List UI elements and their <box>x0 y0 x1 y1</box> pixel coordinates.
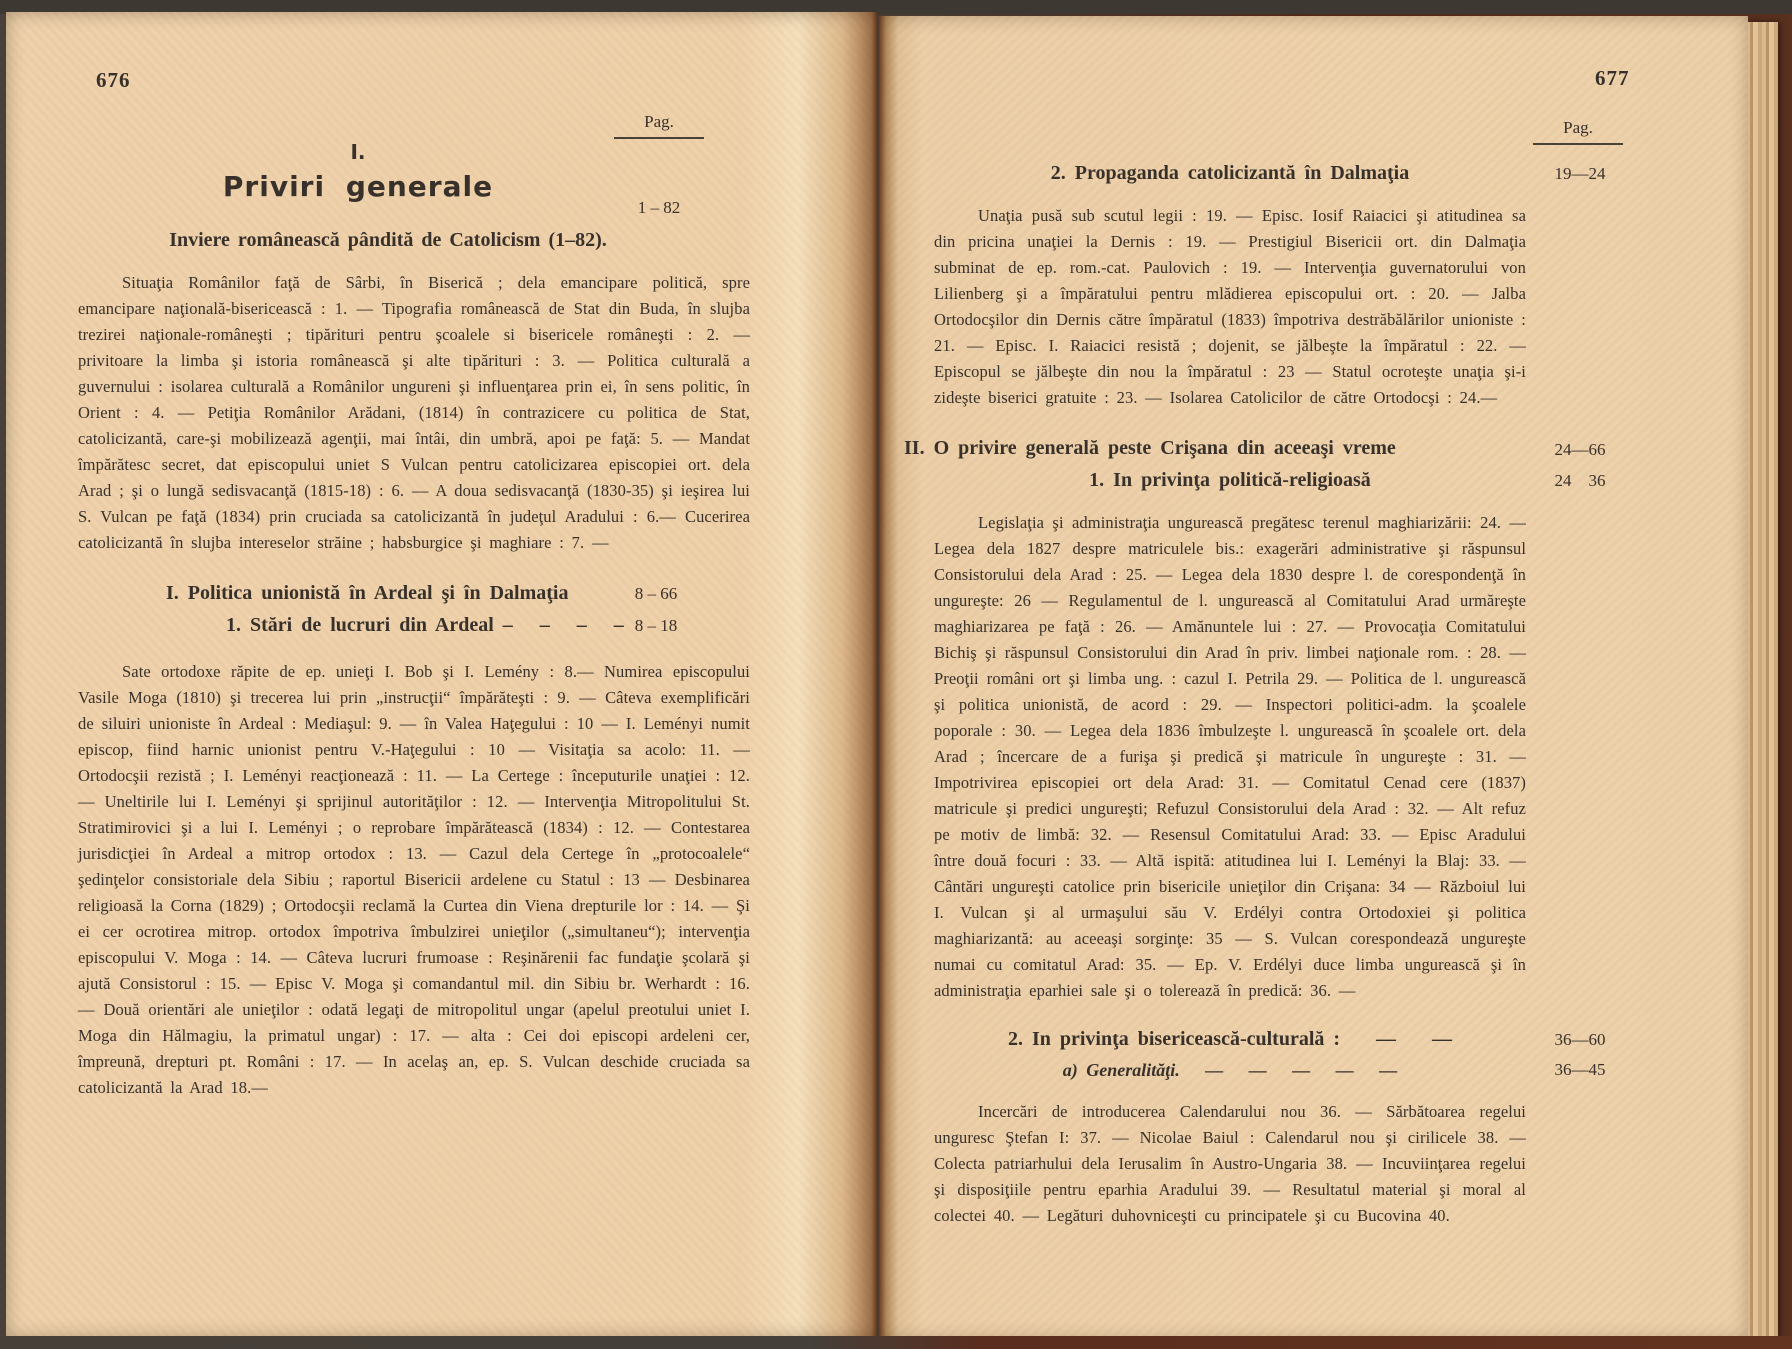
section-heading: I. Politica unionistă în Ardeal şi în Dalmaţia <box>166 582 569 604</box>
section-page-range: 19—24 <box>1554 164 1606 183</box>
toc-paragraph: Sate ortodoxe răpite de ep. unieţi I. Bob şi I. Lemény : 8.— Numirea episcopului Vasile Moga (1810) şi trecerea lui prin „instrucţii“ împărăteşti : 9. — Câteva exemplificări de siluiri unioniste în Ardeal : Mediaşul: 9. — în Valea Haţegului : 10 — I. Leményi numit episcop, fiind harnic unionist pentru V.-Haţegului : 10 — Visitaţia sa acolo: 11. — Ortodocşii rezistă ; I. Leményi reacţionează : 11. — La Certege : începuturile unaţiei : 12. — Uneltirile lui I. Leményi şi sprijinul autorităţilor : 12. — Intervenţia Mitropolitului St. Stratimirovici şi a lui I. Leményi ; o reprobare împărătească (1834) : 12. — Contestarea jurisdicţiei în Ardeal a mitrop ortodox : 13. — Cazul dela Certege în „protocoalele“ şedinţelor consistoriale dela Sibiu ; raportul Bisericii ardelene cu Statul : 13 — Desbinarea religioasă la Corna (1829) ; Ortodocşii reclamă la Curtea din Viena drepturile lor : 14. — Şi ei cer ocrotirea mitrop. ortodox împotriva îmbulzirei unieţilor („simultaneu“); intervenţia episcopului V. Moga : 14. — Câteva lucruri frumoase : Reşinărenii fac fundaţie şcolară şi ajută Consistorul : 15. — Episc V. Moga şi comandantul mil. din Sibiu br. Werhardt : 16. — Două orientări ale unieţilor : odată legaţi de mitropolitul ungar (apelul preotului uniet I. Moga din Hălmagiu, la primatul ungar) : 17. — alta : Cei doi episcopi ardeleni cer, împreună, drepturi pt. Români : 17. — In acelaş an, ep. S. Vulcan deschide cruciada sa catolicizantă la Arad 18.— <box>78 662 750 1097</box>
left-pag-column-header: Pag. <box>614 112 704 139</box>
right-pag-column-header: Pag. <box>1533 118 1623 145</box>
subsection-page-range: 24 36 <box>1554 471 1606 490</box>
section-heading: 2. Propaganda catolicizantă în Dalmaţia <box>1050 162 1410 184</box>
page-edge-stack <box>1746 22 1778 1338</box>
right-page-content <box>904 140 1606 1229</box>
part-title: Priviri generale <box>222 170 494 203</box>
toc-paragraph: Unaţia pusă sub scutul legii : 19. — Episc. Iosif Raiacici şi atitudinea sa din pricina unaţiei la Dernis : 19. — Prestigiul Bisericii ort. din Dalmaţia subminat de ep. rom.-cat. Paulovich : 19. — Intervenţia guvernatorului von Lilienberg şi a împăratului pentru mlădierea episcopului ort. : 20. — Jalba Ortodocşilor din Dernis către împăratul (1833) împotriva destrăbălărilor unioniste : 21. — Episc. I. Raiacici resistă ; dojenit, se jălbeşte la împăratul : 22. — Episcopul se jălbeşte din nou la împăratul : 23 — Statul ocroteşte unaţia şi-i zideşte biserici gratuite : 23. — Isolarea Catolicilor de către Ortodocşi : 24.— <box>934 206 1526 407</box>
section-page-range: 8 – 66 <box>634 584 678 603</box>
left-page <box>6 12 877 1338</box>
toc-paragraph: Incercări de introducerea Calendarului nou 36. — Sărbătoarea regelui unguresc Ştefan I: 37. — Nicolae Baiul : Calendarul nou şi cirilicele 38. — Colecta patriarhului dela Ierusalim în Austro-Ungaria 38. — Incuviinţarea regelui şi disposiţiile pentru eparhia Aradului 39. — Resultatul material şi moral al colectei 40. — Legături duhovniceşti cu principatele şi cu Bucovina 40. <box>934 1102 1526 1225</box>
subsubsection-heading: a) Generalităţi. — — — — — <box>1062 1060 1398 1080</box>
part-heading-row <box>904 437 1606 460</box>
subsection-heading: 1. In privinţa politică-religioasă <box>1089 469 1371 491</box>
section-heading-row <box>934 162 1606 185</box>
toc-paragraph: Legislaţia şi administraţia ungurească pregătesc terenul maghiarizării: 24. — Legea dela 1827 despre matriculele bis.: exagerări administrative şi răspunsul Consistorului dela Arad : 25. — Legea dela 1830 despre l. de corespondenţă în ungureşte: 26 — Regulamentul de l. ungurească al Comitatului Arad urmăreşte maghiarizarea pe faţă : 26. — Amănuntele lui : 27. — Provocaţia Comitatului Bichiş şi răspunsul Consistorului din Arad în priv. limbei naţionale rom. : 28. — Preoţii români ort şi limba ung. : cazul I. Petrila 29. — Politica de l. ungurească şi politica unionistă, de acord : 29. — Inspectori politici-adm. la şcoalele poporale : 30. — Legea dela 1836 îmbulzeşte l. ungurească în şcoalele ort. dela Arad ; încercare de a furişa şi predică şi matricule în ungureşte : 31. — Impotrivirea episcopiei ort dela Arad: 31. — Comitatul Cenad cere (1837) matricule şi predici ungureşti; Refuzul Consistorului dela Arad : 32. — Alt refuz pe motiv de limbă: 32. — Resensul Comitatului Arad: 33. — Episc Aradului între două focuri : 33. — Altă ispită: atitudinea lui I. Leményi la Blaj: 33. — Cântări ungureşti catolice prin bisericile unieţilor din Crişana: 34 — Războiul lui I. Vulcan şi al urmaşului său V. Erdélyi contra Ortodoxiei şi politica maghiarizantă: au aceeaşi sorginţe: 35 — S. Vulcan corespondează ungureşte numai cu comitatul Arad: 35. — Ep. V. Erdélyi duce limba ungurească şi în administraţia eparhiei sale şi o tolerează în predică: 36. — <box>934 513 1526 1000</box>
scan-bottom-border <box>0 1336 1792 1349</box>
subsection-heading-row <box>934 469 1606 492</box>
subsection-heading-row <box>78 614 750 637</box>
section-heading-row <box>78 582 750 605</box>
subsection-heading-row <box>934 1028 1606 1051</box>
subsection-heading: 2. In privinţa bisericească-culturală : — — <box>1007 1028 1453 1050</box>
part-page-range: 24—66 <box>1554 440 1606 459</box>
subsection-page-range: 36—60 <box>1554 1030 1606 1049</box>
part-heading <box>78 140 638 203</box>
left-page-content <box>78 140 750 1101</box>
part-heading: II. O privire generală peste Crişana din aceeaşi vreme <box>904 437 1396 459</box>
chapter-heading: Inviere românească pândită de Catolicism (1–82). <box>169 229 607 251</box>
subsection-heading: 1. Stări de lucruri din Ardeal – – – – <box>226 614 624 636</box>
right-page-number: 677 <box>1595 66 1630 90</box>
subsubsection-heading-row <box>934 1060 1606 1081</box>
subsubsection-page-range: 36—45 <box>1554 1060 1606 1079</box>
right-page <box>879 16 1748 1340</box>
subsection-page-range: 8 – 18 <box>634 616 678 635</box>
toc-paragraph: Situaţia Românilor faţă de Sârbi, în Biserică ; dela emancipare politică, spre emancipare naţională-bisericească : 1. — Tipografia românească de Stat din Buda, în slujba trezirei naţionale-româneşti ; tipărituri pentru şcoalele si bisericele româneşti : 2. — privitoare la limba şi istoria românească şi alte tipărituri : 3. — Politica culturală a guvernului : isolarea culturală a Românilor ungureni şi influenţarea prin ei, în sens politic, în Orient : 4. — Petiţia Românilor Arădani, (1814) în contrazicere cu politica de Stat, catolicizantă, care-şi mobilizează agenţii, mai întâi, din umbră, apoi pe faţă: 5. — Mandat împărătesc secret, dat episcopului uniet S Vulcan pentru catolicizarea episcopiei ort. dela Arad ; şi o lungă sedisvacanţă (1815-18) : 6. — A doua sedisvacanţă (1830-35) şi ieşirea lui S. Vulcan pe faţă (1834) prin cruciada sa catolicizantă în judeţul Aradului : 6.— Cucerirea catolicizantă în slujba intereselor străine ; habsburgice şi maghiare : 7. — <box>78 273 750 552</box>
left-page-number: 676 <box>96 68 131 92</box>
part-number: I. <box>350 140 366 164</box>
part-page-range: 1 – 82 <box>637 198 681 217</box>
